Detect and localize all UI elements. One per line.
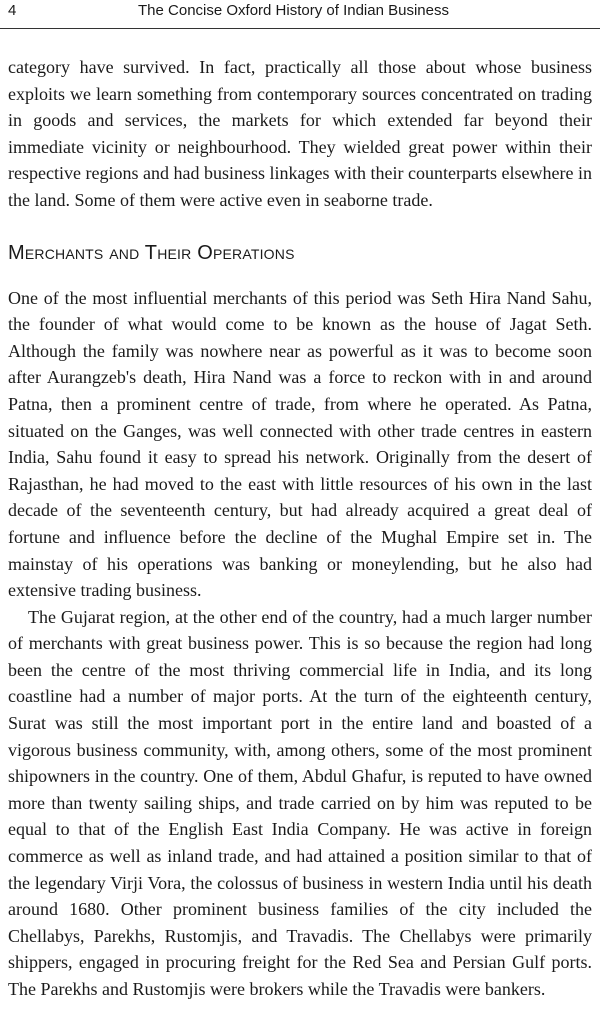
paragraph-gujarat: The Gujarat region, at the other end of the country, had a much larger number of merchants with great business power. This is so because the region had long been the centre of the most thriving commercial life in India, and its long coastline had a number of major ports. At the turn of the eighteenth century, Surat was still the most important port in the entire land and boasted of a vigorous business community, with, among others, some of the most prominent shipowners in the country. One of them, Abdul Ghafur, is reputed to have owned more than twenty sailing ships, and trade carried on by him was reputed to be equal to that of the English East India Company. He was active in foreign commerce as well as inland trade, and had attained a position similar to that of the legendary Virji Vora, the colossus of business in western India until his death around 1680. Other prominent business families of the city included the Chellabys, Parekhs, Rustomjis, and Travadis. The Chellabys were primarily shippers, engaged in procuring freight for the Red Sea and Persian Gulf ports. The Parekhs and Rustomjis were brokers while the Travadis were bankers.	[8, 606, 592, 999]
paragraph-hira-nand: One of the most influential merchants of this period was Seth Hira Nand Sahu, the founder of what would come to be known as the house of Jagat Seth. Although the family was nowhere near as powerful as it was to become soon after Aurangzeb's death, Hira Nand was a force to reckon with in and around Patna, then a prominent centre of trade, from where he operated. As Patna, situated on the Ganges, was well connected with other trade centres in eastern India, Sahu found it easy to spread his network. Originally from the desert of Rajasthan, he had moved to the east with little resources of his own in the last decade of the seventeenth century, but had already acquired a great deal of fortune and influence before the decline of the Mughal Empire set in. The mainstay of his operations was banking or moneylending, but he also had extensive trading business.	[8, 287, 592, 601]
page-header	[0, 0, 600, 30]
page-number: 4	[8, 2, 17, 19]
page-body	[8, 54, 592, 1003]
section-heading: Merchants and Their Operations	[8, 241, 295, 264]
header-rule	[0, 28, 600, 29]
paragraph-continued: category have survived. In fact, practically all those about whose business exploits we learn something from contemporary sources concentrated on trading in goods and services, the markets for which extended far beyond their immediate vicinity or neighbourhood. They wielded great power within their respective regions and had business linkages with their counterparts elsewhere in the land. Some of them were active even in seaborne trade.	[8, 57, 592, 210]
running-title: The Concise Oxford History of Indian Business	[138, 2, 449, 19]
